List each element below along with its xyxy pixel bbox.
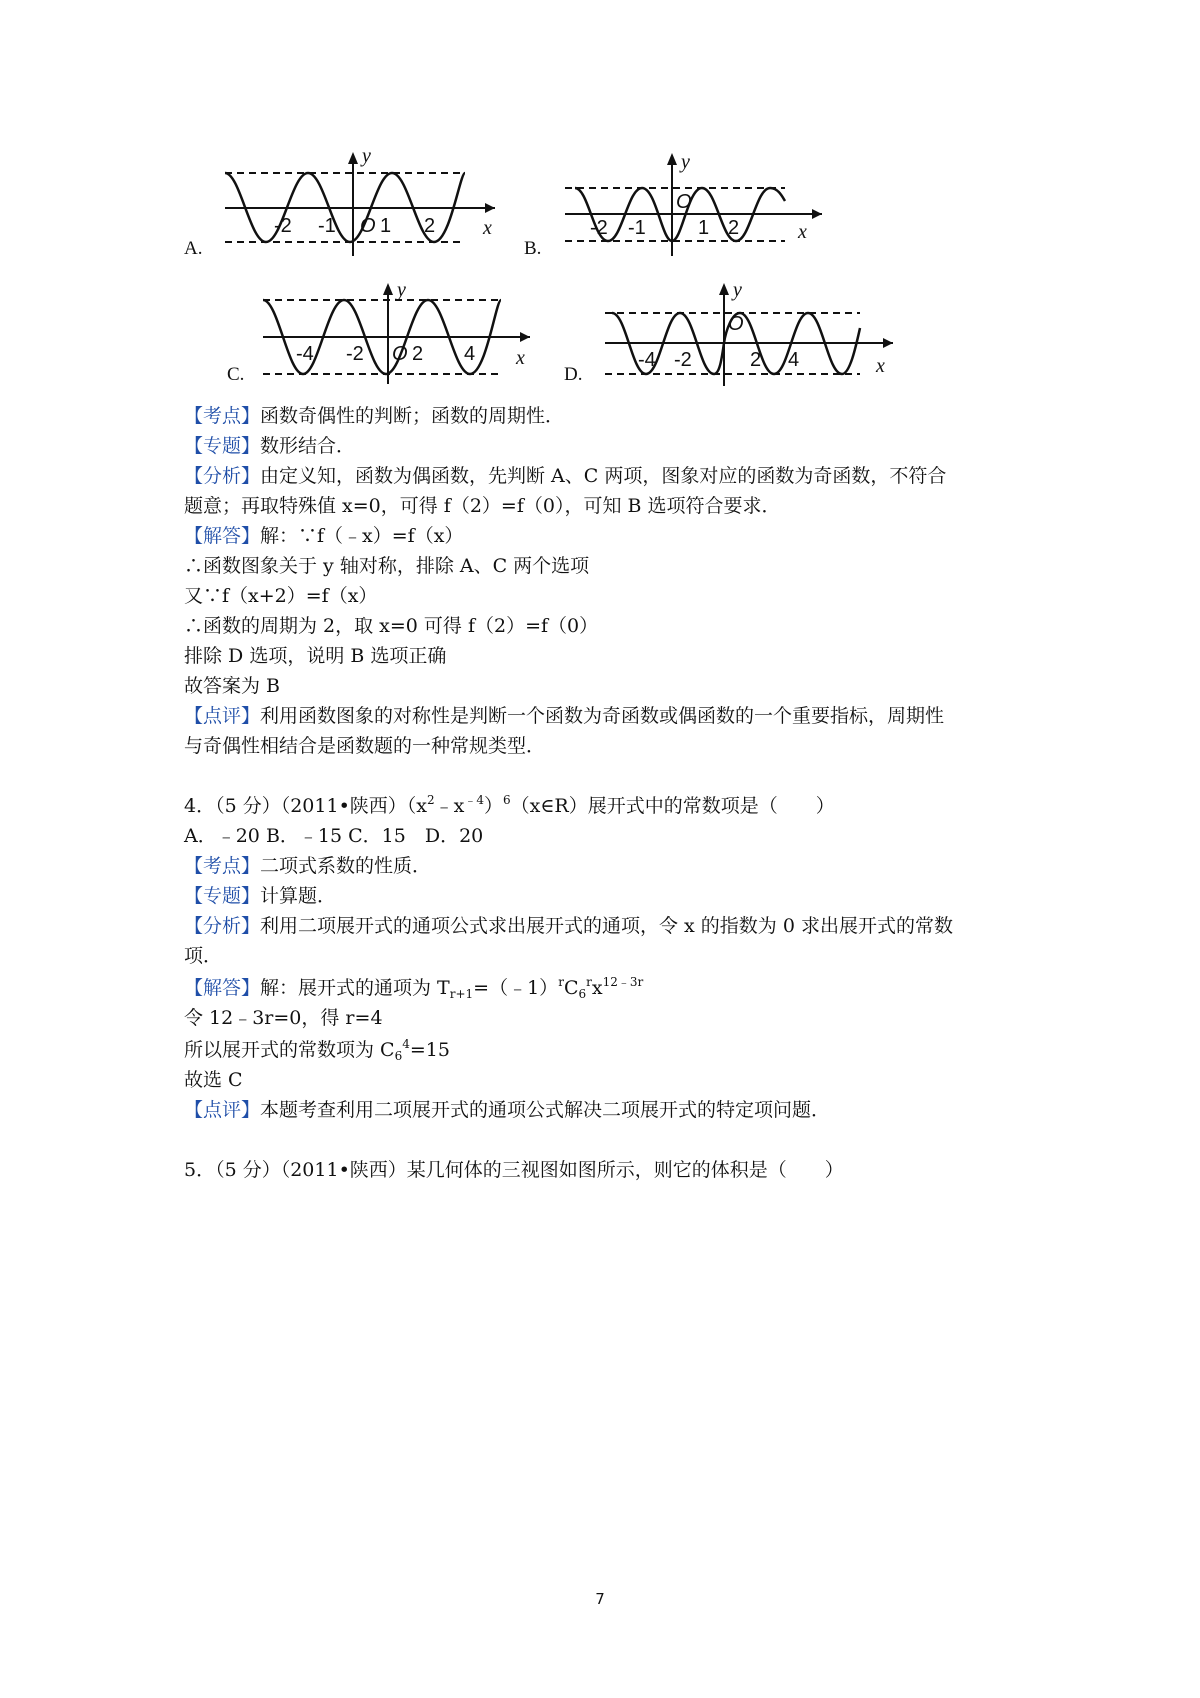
q4-jieda-1a: 解：展开式的通项为 T [260, 977, 450, 999]
graph-c-x-axis-label: x [516, 347, 525, 369]
graph-c [258, 279, 538, 386]
q4-stem-sup3: 6 [503, 793, 511, 807]
option-a-label: A. [184, 238, 203, 259]
graph-b-tick-2: 2 [728, 217, 740, 239]
q4-kaodian [184, 854, 431, 878]
option-b-label: B. [524, 238, 542, 259]
q3-jieda-line2: ∴函数图象关于 y 轴对称，排除 A、C 两个选项 [184, 555, 590, 577]
graph-a-tick-1: 1 [380, 215, 392, 237]
q4-jieda-line2: 令 12﹣3r=0，得 r=4 [184, 1007, 383, 1029]
q3-jieda-text1: 解：∵f（﹣x）=f（x） [260, 525, 464, 547]
q3-dianping-tag: 【点评】 [184, 705, 261, 727]
q4-jieda-1d: x [591, 977, 603, 999]
graph-c-y-axis-label: y [397, 279, 406, 301]
graph-a-tick-origin: O [360, 215, 376, 237]
q4-zhuanti-tag: 【专题】 [184, 885, 261, 907]
q4-jieda-tag: 【解答】 [184, 977, 261, 999]
q4-jieda-1-sup2: r [586, 975, 592, 989]
graph-a-tick-2: 2 [424, 215, 436, 237]
q3-kaodian [184, 404, 564, 428]
q3-dianping-text1: 利用函数图象的对称性是判断一个函数为奇函数或偶函数的一个重要指标，周期性 [260, 705, 945, 727]
q3-fenxi-text1: 由定义知，函数为偶函数，先判断 A、C 两项，图象对应的函数为奇函数，不符合 [260, 465, 947, 487]
q4-zhuanti-text: 计算题． [260, 885, 337, 907]
graph-c-tick-4: 4 [464, 343, 476, 365]
option-d-label: D. [564, 364, 583, 385]
q3-fenxi-line1 [184, 464, 946, 488]
graph-d-tick-2: 2 [750, 349, 762, 371]
q3-kaodian-tag: 【考点】 [184, 405, 261, 427]
graph-b-tick-neg1: -1 [628, 217, 646, 239]
q4-options: A．﹣20 B．﹣15 C．15 D．20 [184, 825, 484, 847]
q3-jieda-tag: 【解答】 [184, 525, 261, 547]
q4-stem-c: ） [484, 795, 504, 817]
graph-b-x-axis-label: x [798, 221, 807, 243]
q3-jieda-line5: 排除 D 选项，说明 B 选项正确 [184, 645, 447, 667]
q4-dianping [184, 1098, 830, 1122]
graph-b-tick-1: 1 [698, 217, 710, 239]
q4-fenxi-tag: 【分析】 [184, 915, 261, 937]
q3-jieda-line4: ∴函数的周期为 2，取 x=0 可得 f（2）=f（0） [184, 615, 599, 637]
graph-b-y-axis-label: y [681, 151, 690, 173]
q3-jieda-line6: 故答案为 B [184, 675, 281, 697]
graph-a-tick-neg2: -2 [274, 215, 292, 237]
q4-dianping-tag: 【点评】 [184, 1099, 261, 1121]
q4-jieda-line1 [184, 976, 643, 1000]
q4-jieda-1b: =（﹣1） [473, 977, 559, 999]
q3-kaodian-text: 函数奇偶性的判断；函数的周期性． [260, 405, 565, 427]
graph-d-x-axis-label: x [876, 355, 885, 377]
graph-a [210, 145, 510, 256]
graph-c-tick-neg4: -4 [296, 343, 314, 365]
q4-stem-b: ﹣x [434, 795, 465, 817]
q4-jieda-3-sup: 4 [402, 1037, 410, 1051]
q5-stem: 5．（5 分）（2011•陕西）某几何体的三视图如图所示，则它的体积是（ ） [184, 1159, 844, 1181]
graph-b-tick-origin: O [676, 191, 692, 213]
q4-stem-d: （x∈R）展开式中的常数项是（ ） [510, 795, 835, 817]
q4-jieda-3-sub: 6 [394, 1049, 403, 1063]
graph-b-tick-neg2: -2 [590, 217, 608, 239]
q3-jieda-line1 [184, 524, 463, 548]
q3-fenxi-line2: 题意；再取特殊值 x=0，可得 f（2）=f（0），可知 B 选项符合要求． [184, 495, 781, 517]
q4-jieda-1-sub2: 6 [578, 987, 587, 1001]
graph-d-y-axis-label: y [733, 279, 742, 301]
q4-jieda-line4: 故选 C [184, 1069, 243, 1091]
q4-fenxi-line1 [184, 914, 953, 938]
q4-jieda-1-sup1: r [558, 975, 564, 989]
q4-dianping-text: 本题考查利用二项展开式的通项公式解决二项展开式的特定项问题． [260, 1099, 831, 1121]
graph-a-tick-neg1: -1 [318, 215, 336, 237]
graph-c-tick-origin: O [392, 343, 408, 365]
graph-c-tick-neg2: -2 [346, 343, 364, 365]
q4-jieda-1-sup3: 12﹣3r [602, 975, 644, 989]
q4-stem [184, 794, 835, 818]
q3-fenxi-tag: 【分析】 [184, 465, 261, 487]
graph-a-y-axis-label: y [362, 145, 371, 167]
q4-stem-sup1: 2 [427, 793, 435, 807]
q4-jieda-1-sub: r+1 [449, 987, 474, 1001]
q4-stem-sup2: ﹣4 [464, 793, 484, 807]
q3-zhuanti [184, 434, 355, 458]
q4-jieda-3b: =15 [409, 1039, 450, 1061]
q3-zhuanti-text: 数形结合． [260, 435, 356, 457]
q3-dianping-line2: 与奇偶性相结合是函数题的一种常规类型． [184, 735, 546, 757]
graph-a-x-axis-label: x [483, 217, 492, 239]
graph-d [600, 279, 900, 386]
q4-kaodian-text: 二项式系数的性质． [260, 855, 432, 877]
graph-b [560, 151, 830, 256]
graph-d-tick-neg4: -4 [638, 349, 656, 371]
q4-kaodian-tag: 【考点】 [184, 855, 261, 877]
q4-jieda-line3 [184, 1038, 450, 1062]
graph-d-tick-origin: O [728, 313, 744, 335]
q4-jieda-1c: C [563, 977, 579, 999]
page-number: 7 [595, 1590, 605, 1608]
q3-jieda-line3: 又∵f（x+2）=f（x） [184, 585, 378, 607]
q4-fenxi-line2: 项． [184, 945, 223, 967]
q4-jieda-3a: 所以展开式的常数项为 C [184, 1039, 395, 1061]
graph-d-tick-neg2: -2 [674, 349, 692, 371]
graph-d-tick-4: 4 [788, 349, 800, 371]
option-c-label: C. [227, 364, 245, 385]
q3-zhuanti-tag: 【专题】 [184, 435, 261, 457]
graph-c-tick-2: 2 [412, 343, 424, 365]
q4-zhuanti [184, 884, 336, 908]
q3-dianping-line1 [184, 704, 944, 728]
q4-fenxi-text1: 利用二项展开式的通项公式求出展开式的通项，令 x 的指数为 0 求出展开式的常数 [260, 915, 953, 937]
q4-stem-a: 4．（5 分）（2011•陕西）（x [184, 795, 427, 817]
